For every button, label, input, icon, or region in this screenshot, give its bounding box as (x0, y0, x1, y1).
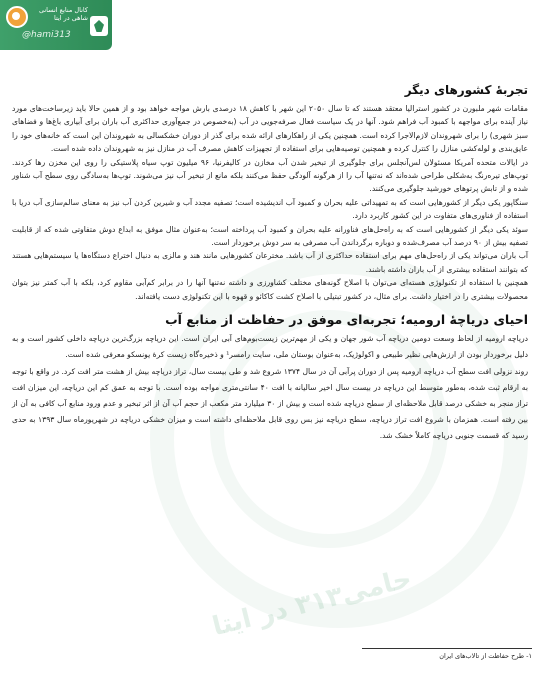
emblem-icon (90, 16, 108, 36)
channel-logo-badge[interactable] (0, 0, 112, 50)
watermark-text: حامی۳۱۳ در ایتا (209, 563, 415, 643)
paragraph-urmia-decline: روند نزولی افت سطح آب دریاچه ارومیه پس از دوران پرآبی آن در سال ۱۳۷۴ شروع شد و طی بیست سال، تراز دریاچه بیش از هشت متر افت کرد. در واقع با توجه به ارقام ثبت شده، به‌طور متوسط این دریاچه در بیست سال اخیر سالیانه با افت ۴۰ سانتی‌متری مواجه بوده است. با توجه به عمق کم این دریاچه، این میزان افت تراز منجر به خشکی درصد قابل ملاحظه‌ای از سطح دریاچه شده است و بیش از ۳۰ میلیارد متر مکعب از حجم آب آن از اثر تبخیر و عدم ورود منابع آب کافی به آن از بین رفته است. همزمان با شروع افت تراز دریاچه، سطح دریاچه نیز بس روی قابل ملاحظه‌ای داشته است و میزان خشکی دریاچه در شهریورماه سال ۱۳۹۳ به حدی رسید که قسمت جنوبی دریاچه کاملاً خشک شد. (12, 366, 528, 441)
paragraph-singapore: سنگاپور یکی دیگر از کشورهایی است که به تمهیداتی علیه بحران و کمبود آب اندیشیده است؛ تصفیه مجدد آب و شیرین کردن آب نیز به معنای سالم‌سازی آب دریا با استفاده از فناوری‌های متفاوت در این کشور کاربرد دارد. (12, 197, 528, 221)
paragraph-nuclear-tech: همچنین با استفاده از تکنولوژی هسته‌ای می‌توان با اصلاح گونه‌های مختلف کشاورزی و داشته نه‌تنها آنها را در برابر کم‌آبی مقاوم کرد، بلکه با آب کمتر نیز بتوان محصولات بیشتری را در اختیار داشت. برای مثال، در کشور تبتیلی با اصلاح کشت کاکائو و قهوه با این تکنولوژی دست یافته‌اند. (12, 278, 528, 301)
paragraph-urmia-intro: دریاچه ارومیه از لحاظ وسعت دومین دریاچه آب شور جهان و یکی از مهم‌ترین زیست‌بوم‌های آبی ایران است. این دریاچه بزرگ‌ترین دریاچه داخلی کشور است و به دلیل برخوردار بودن از ارزش‌هایی نظیر طبیعی و اکولوژیک، به‌عنوان بوستان ملی، سایت رامسر¹ و ذخیره‌گاه زیست کرهٔ یونسکو معرفی شده است. (12, 334, 528, 360)
footnote-divider (362, 648, 532, 649)
section-heading-other-countries: تجربۀ کشورهای دیگر (404, 83, 528, 97)
channel-handle: @hami313 (22, 30, 71, 40)
channel-logo-icon (6, 6, 28, 28)
document-body (12, 82, 528, 445)
channel-title: کانال منابع انسانی شاهی در ایتا (38, 6, 88, 22)
page-header (0, 0, 544, 50)
paragraph-los-angeles: در ایالات متحده آمریکا مسئولان لس‌آنجلس برای جلوگیری از تبخیر شدن آب مخازن در کالیفرنیا، ۹۶ میلیون توپ سیاه پلاستیکی را روی این مخزن رها کردند. توپ‌های تیره‌رنگ به‌شکلی طراحی شده‌اند که نه‌تنها آب را از هرگونه آلودگی حفظ می‌کنند بلکه مانع از تبخیر آب نیز می‌شوند. توپ‌ها به‌سادگی روی سطح آب شناور شده و از تابش پرتوهای خورشید جلوگیری می‌کنند. (12, 157, 528, 194)
footnote: ۱- طرح حفاظت از تالاب‌های ایران (439, 652, 532, 660)
paragraph-melbourne: مقامات شهر ملبورن در کشور استرالیا معتقد هستند که تا سال ۲۰۵۰ این شهر با کاهش ۱۸ درصدی بارش مواجه خواهد بود و از همین حالا باید زیرساخت‌های مورد نیاز آینده برای مواجهه با کمبود آب فراهم شود. آنها در یک سیاست فعال صرفه‌جویی در آب (به‌خصوص در جمع‌آوری حداکثری آب باران برای آبیاری باغ‌ها و فضاهای سبز شهری) را برای شهروندان لازم‌الاجرا کرده است. همچنین یکی از راهکارهای ارائه شده برای گذر از دوران خشکسالی به شهروندان این است که خانه‌های خود را عایق‌بندی و لوله‌کشی منازل را کنترل کرده و همچنین توصیه‌هایی برای استفاده از تجهیزات کاهش مصرف آب در منازل نیز به شهروندان داده شده است. (12, 104, 528, 154)
paragraph-rain-water: آب باران می‌تواند یکی از راه‌حل‌های مهم برای استفاده حداکثری از آب باشد. مخترعان کشورهایی مانند هند و مالزی به دنبال اختراع دستگاه‌ها یا سیستم‌هایی هستند که بتوانند استفاده بیشتری از آب باران داشته باشند. (12, 251, 528, 274)
paragraph-sweden: سوئد یکی دیگر از کشورهایی است که به راه‌حل‌های فناورانه علیه بحران و کمبود آب پرداخته است؛ به‌عنوان مثال موفق به ابداع دوش متفاوتی شده که از قابلیت تصفیه بیش از ۹۰ درصد آب مصرف‌شده و دوباره برگرداندن آب مصرفی به سر دوش برخوردار است. (12, 224, 528, 248)
section-heading-urmia: احیای دریاچۀ ارومیه؛ تجربه‌ای موفق در حفاظت از منابع آب (165, 312, 528, 328)
